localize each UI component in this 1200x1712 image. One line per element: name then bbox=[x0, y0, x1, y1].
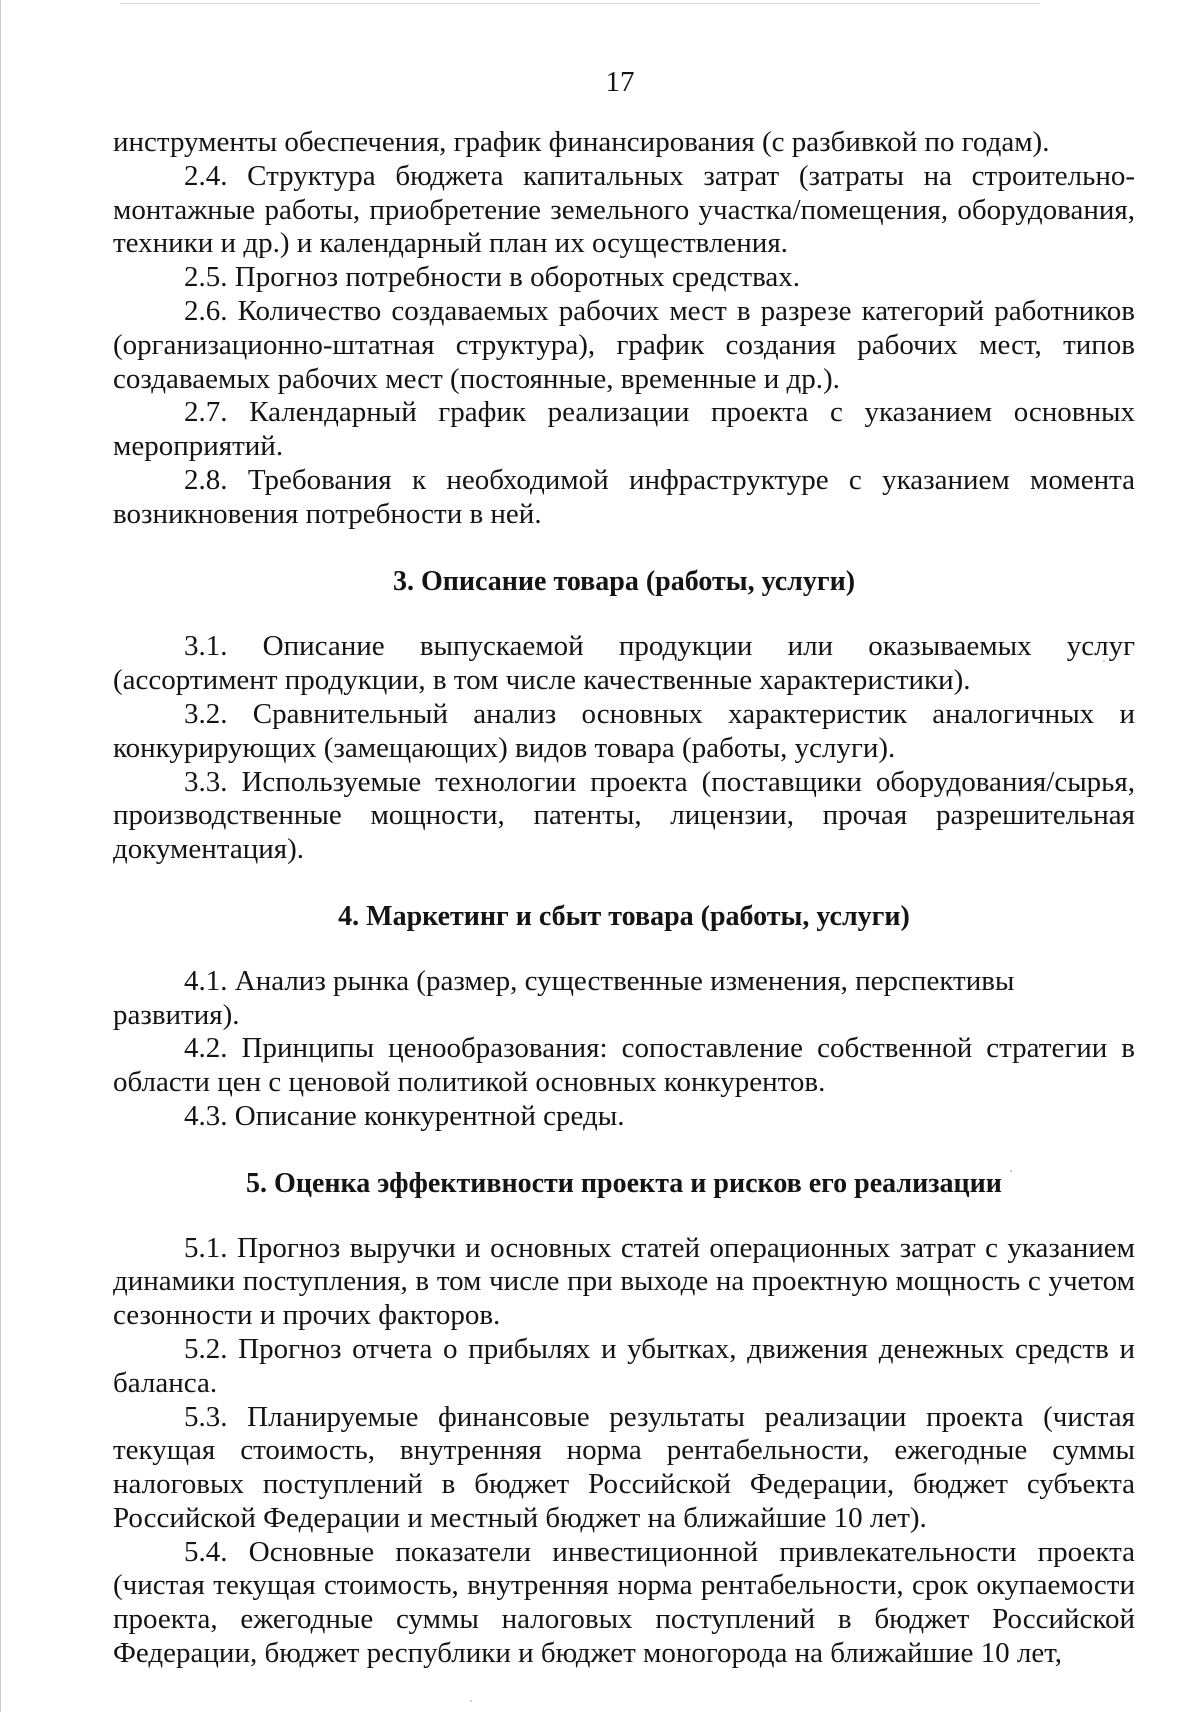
paragraph: 4.2. Принципы ценообразования: сопоставление собственной стратегии в области цен с ценовой политикой основных конкурентов. bbox=[113, 1032, 1135, 1099]
paragraph: 3.1. Описание выпускаемой продукции или оказываемых услуг (ассортимент продукции, в том числе качественные характеристики). bbox=[113, 630, 1135, 697]
paragraph: 5.1. Прогноз выручки и основных статей операционных затрат с указанием динамики поступления, в том числе при выходе на проектную мощность с учетом сезонности и прочих факторов. bbox=[113, 1231, 1135, 1332]
scan-left-edge bbox=[0, 0, 1, 1712]
paragraph: 3.3. Используемые технологии проекта (поставщики оборудования/сырья, производственные мощности, патенты, лицензии, прочая разрешительная документация). bbox=[113, 765, 1135, 866]
paragraph: инструменты обеспечения, график финансирования (с разбивкой по годам). bbox=[113, 126, 1050, 158]
section-heading: 3. Описание товара (работы, услуги) bbox=[392, 565, 856, 597]
paragraph: 5.3. Планируемые финансовые результаты реализации проекта (чистая текущая стоимость, внутренняя норма рентабельности, ежегодные суммы налоговых поступлений в бюджет Российской Федерации, бюджет субъекта Российской Федерации и местный бюджет на ближайшие 10 лет). bbox=[113, 1400, 1135, 1534]
paragraph: 2.4. Структура бюджета капитальных затрат (затраты на строительно-монтажные работы, приобретение земельного участка/помещения, оборудования, техники и др.) и календарный план их осуществления. bbox=[113, 159, 1135, 260]
page-number: 17 bbox=[605, 66, 635, 98]
paragraph: 4.1. Анализ рынка (размер, существенные изменения, перспективы развития). bbox=[113, 964, 1015, 1031]
section-heading: 5. Оценка эффективности проекта и рисков его реализации bbox=[246, 1167, 1002, 1199]
paragraph: 2.7. Календарный график реализации проекта с указанием основных мероприятий. bbox=[113, 396, 1135, 463]
paragraph: 3.2. Сравнительный анализ основных характеристик аналогичных и конкурирующих (замещающих) видов товара (работы, услуги). bbox=[113, 697, 1135, 764]
paragraph: 5.4. Основные показатели инвестиционной привлекательности проекта (чистая текущая стоимость, внутренняя норма рентабельности, срок окупаемости проекта, ежегодные суммы налоговых поступлений в бюджет Российской Федерации, бюджет республики и бюджет моногорода на ближайшие 10 лет, bbox=[113, 1535, 1135, 1670]
paragraph: 5.2. Прогноз отчета о прибылях и убытках, движения денежных средств и баланса. bbox=[113, 1332, 1135, 1399]
paragraph: 2.8. Требования к необходимой инфраструктуре с указанием момента возникновения потребности в ней. bbox=[113, 463, 1135, 530]
scan-top-line bbox=[120, 3, 1040, 4]
paragraph: 2.5. Прогноз потребности в оборотных средствах. bbox=[184, 261, 800, 294]
paragraph: 4.3. Описание конкурентной среды. bbox=[184, 1099, 625, 1132]
document-body bbox=[113, 126, 1135, 1671]
scan-speck bbox=[470, 1700, 472, 1702]
paragraph: 2.6. Количество создаваемых рабочих мест в разрезе категорий работников (организационно-штатная структура), график создания рабочих мест, типов создаваемых рабочих мест (постоянные, временные и др.). bbox=[113, 294, 1135, 395]
section-heading: 4. Маркетинг и сбыт товара (работы, услуги) bbox=[338, 900, 910, 932]
